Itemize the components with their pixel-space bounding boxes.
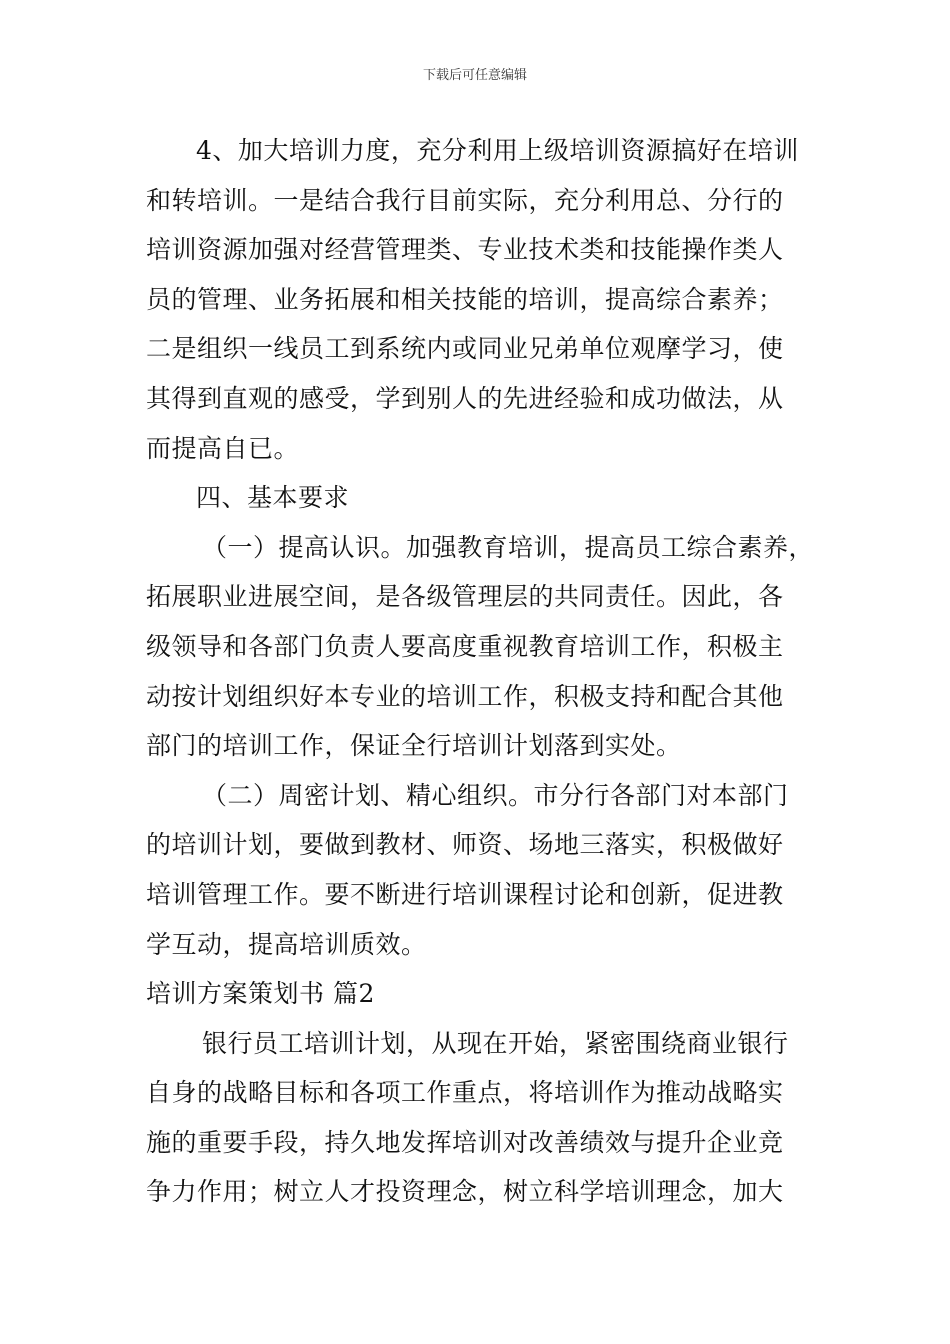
text-line: 学互动，提高培训质效。	[146, 929, 427, 959]
text-line: 动按计划组织好本专业的培训工作，积极支持和配合其他	[146, 681, 784, 711]
page-header-note: 下载后可任意编辑	[422, 68, 527, 83]
text-line: 的培训计划，要做到教材、师资、场地三落实，积极做好	[146, 830, 784, 860]
text-line: 员的管理、业务拓展和相关技能的培训，提高综合素养；	[146, 284, 784, 314]
text-line: 4、加大培训力度，充分利用上级培训资源搞好在培训	[196, 136, 799, 165]
text-line: 培训管理工作。要不断进行培训课程讨论和创新，促进教	[146, 879, 784, 909]
text-line: 银行员工培训计划，从现在开始，紧密围绕商业银行	[202, 1028, 789, 1058]
text-line: 和转培训。一是结合我行目前实际，充分利用总、分行的	[146, 185, 784, 215]
text-line: 争力作用；树立人才投资理念，树立科学培训理念，加大	[146, 1177, 784, 1207]
text-line: 级领导和各部门负责人要高度重视教育培训工作，积极主	[146, 631, 784, 661]
document-body	[146, 126, 836, 1217]
text-line: 培训资源加强对经营管理类、专业技术类和技能操作类人	[146, 235, 784, 265]
text-line: 部门的培训工作，保证全行培训计划落到实处。	[146, 731, 682, 761]
text-line: 培训方案策划书 篇2	[146, 979, 375, 1009]
text-line: 施的重要手段，持久地发挥培训对改善绩效与提升企业竞	[146, 1127, 784, 1157]
text-line: 其得到直观的感受，学到别人的先进经验和成功做法，从	[146, 383, 784, 413]
text-line: 四、基本要求	[196, 483, 350, 513]
text-line: 拓展职业进展空间，是各级管理层的共同责任。因此，各	[146, 582, 784, 612]
text-line: （二）周密计划、精心组织。市分行各部门对本部门	[202, 780, 789, 810]
text-line: 二是组织一线员工到系统内或同业兄弟单位观摩学习，使	[146, 334, 784, 364]
text-line: 自身的战略目标和各项工作重点，将培训作为推动战略实	[146, 1078, 784, 1108]
text-line: （一）提高认识。加强教育培训，提高员工综合素养，	[202, 532, 815, 562]
text-line: 而提高自已。	[146, 433, 300, 463]
